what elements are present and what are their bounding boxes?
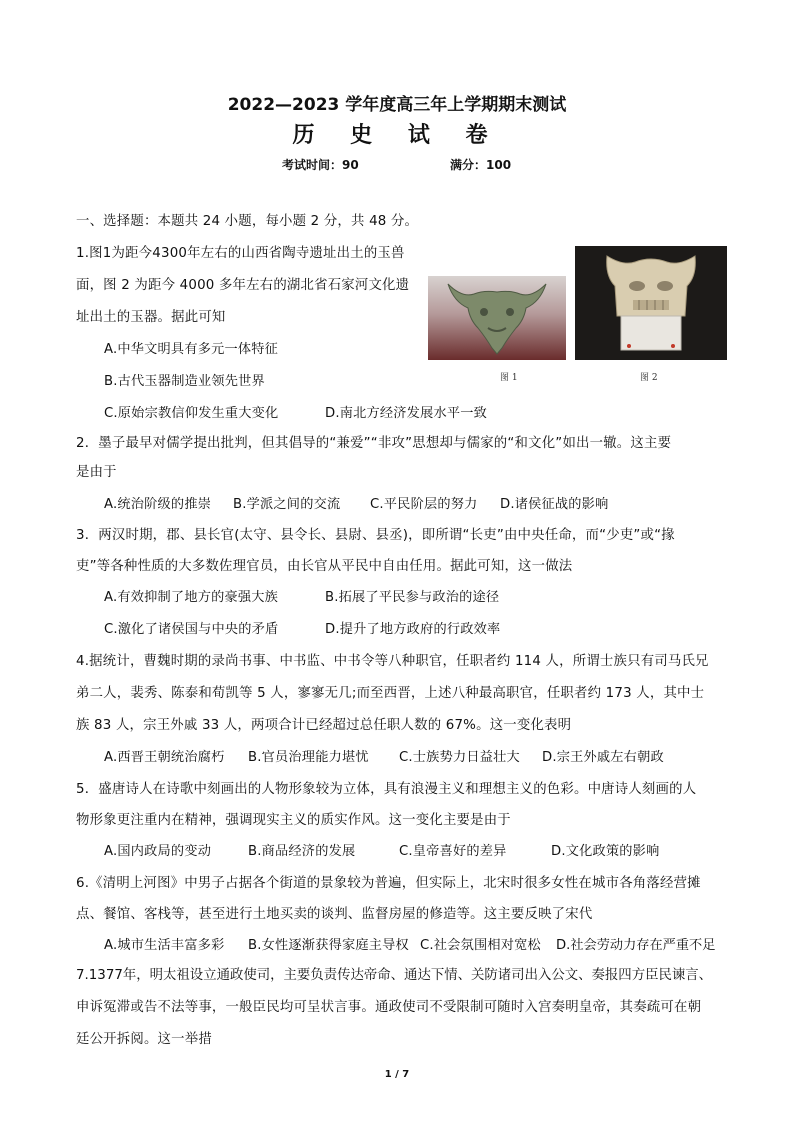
q2-option-a: A.统治阶级的推崇 bbox=[104, 497, 212, 512]
q5-line-1: 5．盛唐诗人在诗歌中刻画出的人物形象较为立体，具有浪漫主义和理想主义的色彩。中唐诗人刻画的人 bbox=[76, 782, 697, 797]
q1-option-c: C.原始宗教信仰发生重大变化 bbox=[104, 406, 279, 421]
exam-title: 2022—2023 学年度高三年上学期期末测试 bbox=[227, 95, 567, 115]
q3-line-1: 3．两汉时期，郡、县长官(太守、县令长、县尉、县丞)，即所谓“长吏”由中央任命，而“少吏”或“掾 bbox=[76, 528, 675, 543]
q3-option-a: A.有效抑制了地方的豪强大族 bbox=[104, 590, 279, 605]
q3-option-d: D.提升了地方政府的行政效率 bbox=[325, 622, 501, 637]
q4-line-1: 4.据统计，曹魏时期的录尚书事、中书监、中书令等八种职官，任职者约 114 人，所谓士族只有司马氏兄 bbox=[76, 654, 709, 669]
q2-option-d: D.诸侯征战的影响 bbox=[500, 497, 609, 512]
q6-option-c: C.社会氛围相对宽松 bbox=[420, 938, 541, 953]
exam-subject: 历 史 试 卷 bbox=[292, 123, 502, 148]
q7-line-2: 申诉冤滞或告不法等事，一般臣民均可呈状言事。通政使司不受限制可随时入宫奏明皇帝，其奏疏可在朝 bbox=[76, 1000, 702, 1015]
figure-2-jade-carving bbox=[575, 246, 727, 360]
jade-beast-face-image bbox=[428, 276, 566, 360]
q2-line-1: 2．墨子最早对儒学提出批判，但其倡导的“兼爱”“非攻”思想却与儒家的“和文化”如出一辙。这主要 bbox=[76, 436, 672, 451]
exam-time: 考试时间：90 bbox=[282, 158, 359, 172]
q3-line-2: 吏”等各种性质的大多数佐理官员，由长官从平民中自由任用。据此可知，这一做法 bbox=[76, 559, 573, 574]
section-heading: 一、选择题：本题共 24 小题，每小题 2 分，共 48 分。 bbox=[76, 214, 419, 229]
q2-line-2: 是由于 bbox=[76, 465, 117, 480]
q4-line-2: 弟二人，裴秀、陈泰和荀凯等 5 人，寥寥无几;而至西晋，上述八种最高职官，任职者约 173 人，其中士 bbox=[76, 686, 705, 701]
q5-option-b: B.商品经济的发展 bbox=[248, 844, 356, 859]
q4-option-b: B.官员治理能力堪忧 bbox=[248, 750, 369, 765]
q4-option-d: D.宗王外戚左右朝政 bbox=[542, 750, 664, 765]
q6-line-2: 点、餐馆、客栈等，甚至进行土地买卖的谈判、监督房屋的修造等。这主要反映了宋代 bbox=[76, 907, 593, 922]
q1-option-b: B.古代玉器制造业领先世界 bbox=[104, 374, 265, 389]
q6-option-a: A.城市生活丰富多彩 bbox=[104, 938, 225, 953]
figure-2-caption: 图 2 bbox=[640, 373, 658, 383]
q5-option-a: A.国内政局的变动 bbox=[104, 844, 212, 859]
q4-option-c: C.士族势力日益壮大 bbox=[399, 750, 520, 765]
q1-option-a: A.中华文明具有多元一体特征 bbox=[104, 342, 279, 357]
q5-option-c: C.皇帝喜好的差异 bbox=[399, 844, 507, 859]
page-number: 1 / 7 bbox=[384, 1069, 410, 1080]
q7-line-3: 廷公开拆阅。这一举措 bbox=[76, 1032, 212, 1047]
q7-line-1: 7.1377年，明太祖设立通政使司，主要负责传达帝命、通达下情、关防诸司出入公文、奏报四方臣民谏言、 bbox=[76, 968, 713, 983]
q1-line-3: 址出土的玉器。据此可知 bbox=[76, 310, 226, 325]
q6-option-d: D.社会劳动力存在严重不足 bbox=[556, 938, 716, 953]
q4-option-a: A.西晋王朝统治腐朽 bbox=[104, 750, 225, 765]
q4-line-3: 族 83 人，宗王外戚 33 人，两项合计已经超过总任职人数的 67%。这一变化表明 bbox=[76, 718, 572, 733]
figure-1-jade-mask bbox=[428, 276, 566, 360]
q1-line-1: 1.图1为距今4300年左右的山西省陶寺遗址出土的玉兽 bbox=[76, 246, 405, 261]
q1-option-d: D.南北方经济发展水平一致 bbox=[325, 406, 488, 421]
q6-option-b: B.女性逐渐获得家庭主导权 bbox=[248, 938, 409, 953]
exam-score: 满分：100 bbox=[450, 158, 512, 172]
q1-line-2: 面，图 2 为距今 4000 多年左右的湖北省石家河文化遗 bbox=[76, 278, 410, 293]
q3-option-c: C.激化了诸侯国与中央的矛盾 bbox=[104, 622, 279, 637]
figure-1-caption: 图 1 bbox=[500, 373, 518, 383]
jade-carving-image bbox=[575, 246, 727, 360]
q2-option-c: C.平民阶层的努力 bbox=[370, 497, 478, 512]
q5-line-2: 物形象更注重内在精神，强调现实主义的质实作风。这一变化主要是由于 bbox=[76, 813, 511, 828]
q2-option-b: B.学派之间的交流 bbox=[233, 497, 341, 512]
q3-option-b: B.拓展了平民参与政治的途径 bbox=[325, 590, 500, 605]
q5-option-d: D.文化政策的影响 bbox=[551, 844, 660, 859]
q6-line-1: 6.《清明上河图》中男子占据各个街道的景象较为普遍，但实际上，北宋时很多女性在城市各角落经营摊 bbox=[76, 876, 701, 891]
